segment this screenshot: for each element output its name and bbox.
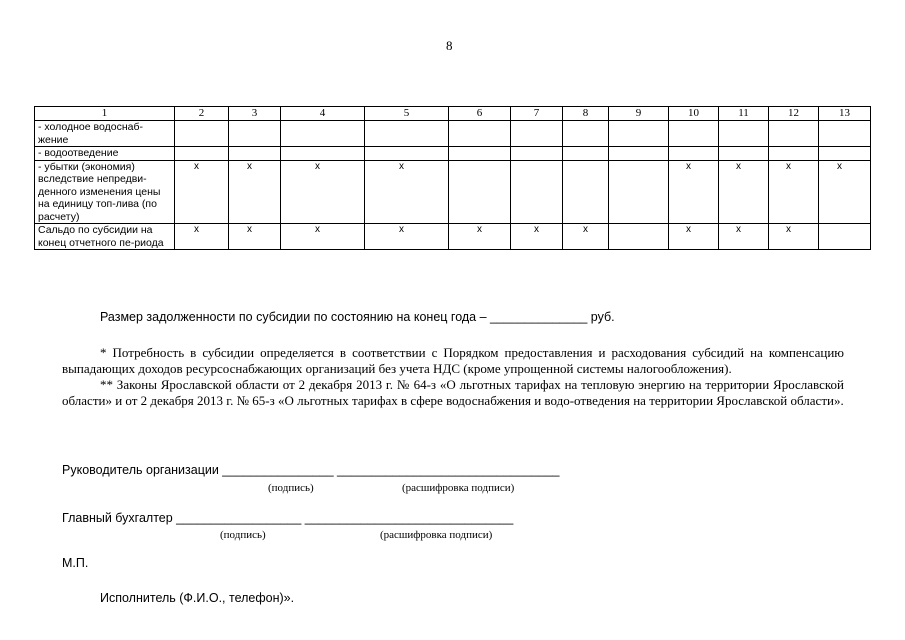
column-header: 6 — [449, 107, 511, 121]
column-header: 9 — [609, 107, 669, 121]
table-cell — [281, 121, 365, 147]
executor-line: Исполнитель (Ф.И.О., телефон)». — [100, 591, 295, 605]
table-cell — [669, 121, 719, 147]
row-label: - водоотведение — [35, 147, 175, 161]
table-cell — [365, 147, 449, 161]
table-row — [35, 160, 871, 224]
table-cell — [609, 224, 669, 250]
column-header: 2 — [175, 107, 229, 121]
column-header: 5 — [365, 107, 449, 121]
table-cell — [229, 121, 281, 147]
footnote-2: ** Законы Ярославской области от 2 декабря 2013 г. № 64-з «О льготных тарифах на тепловую энергию на территории Ярославской области» и от 2 декабря 2013 г. № 65-з «О льготных тарифах в сфере водоснабжения и водо-отведения на территории Ярославской области». — [62, 377, 844, 408]
table-cell: х — [175, 224, 229, 250]
accountant-decode-caption: (расшифровка подписи) — [380, 529, 493, 541]
row-label: Сальдо по субсидии на конец отчетного пе-риода — [35, 224, 175, 250]
table-cell — [609, 147, 669, 161]
table-cell: х — [819, 160, 871, 224]
table-cell — [229, 147, 281, 161]
table-cell: х — [511, 224, 563, 250]
table-cell — [609, 160, 669, 224]
table-cell — [365, 121, 449, 147]
column-header: 12 — [769, 107, 819, 121]
table-cell: х — [365, 160, 449, 224]
table-cell — [609, 121, 669, 147]
table-cell: х — [175, 160, 229, 224]
table-cell — [769, 121, 819, 147]
table-cell — [449, 121, 511, 147]
table-cell — [819, 121, 871, 147]
head-decode-caption: (расшифровка подписи) — [402, 482, 515, 494]
table-cell — [511, 147, 563, 161]
table-row — [35, 121, 871, 147]
debt-line: Размер задолженности по субсидии по состоянию на конец года – ______________ руб. — [100, 310, 615, 324]
column-header: 10 — [669, 107, 719, 121]
table-cell — [563, 160, 609, 224]
column-header: 8 — [563, 107, 609, 121]
table-cell — [563, 121, 609, 147]
column-header: 4 — [281, 107, 365, 121]
table-cell — [563, 147, 609, 161]
table-cell — [511, 121, 563, 147]
table-cell — [449, 160, 511, 224]
table-cell — [819, 147, 871, 161]
table-cell: х — [669, 160, 719, 224]
table-cell — [669, 147, 719, 161]
table-cell — [769, 147, 819, 161]
head-sign-caption: (подпись) — [268, 482, 314, 494]
table-cell — [819, 224, 871, 250]
row-label: - холодное водоснаб-жение — [35, 121, 175, 147]
page-number: 8 — [446, 38, 453, 53]
table-cell: х — [769, 160, 819, 224]
table-cell: х — [281, 224, 365, 250]
accountant-sign-caption: (подпись) — [220, 529, 266, 541]
table-cell — [281, 147, 365, 161]
table-cell — [719, 121, 769, 147]
table-cell: х — [449, 224, 511, 250]
table-row — [35, 147, 871, 161]
subsidy-table — [34, 106, 871, 250]
table-cell — [449, 147, 511, 161]
table-header-row — [35, 107, 871, 121]
table-cell: х — [365, 224, 449, 250]
row-label: - убытки (экономия) вследствие непредви-денного изменения цены на единицу топ-лива (по расчету) — [35, 160, 175, 224]
footnotes — [62, 345, 844, 409]
table-cell — [175, 121, 229, 147]
column-header: 13 — [819, 107, 871, 121]
table-cell: х — [229, 224, 281, 250]
column-header: 11 — [719, 107, 769, 121]
column-header: 3 — [229, 107, 281, 121]
head-signature-line: Руководитель организации ________________ ________________________________ — [62, 463, 560, 477]
footnote-1: * Потребность в субсидии определяется в соответствии с Порядком предоставления и расходования субсидий на компенсацию выпадающих доходов ресурсоснабжающих организаций без учета НДС (кроме упрощенной системы налогообложения). — [62, 345, 844, 376]
accountant-signature-line: Главный бухгалтер __________________ ______________________________ — [62, 511, 514, 525]
table-cell: х — [563, 224, 609, 250]
table-cell — [719, 147, 769, 161]
table-cell: х — [719, 224, 769, 250]
table-cell: х — [229, 160, 281, 224]
table-cell: х — [281, 160, 365, 224]
table-cell: х — [719, 160, 769, 224]
table-cell: х — [669, 224, 719, 250]
table-cell: х — [769, 224, 819, 250]
table-cell — [175, 147, 229, 161]
table-cell — [511, 160, 563, 224]
column-header: 7 — [511, 107, 563, 121]
stamp-label: М.П. — [62, 556, 89, 570]
table-row — [35, 224, 871, 250]
column-header: 1 — [35, 107, 175, 121]
